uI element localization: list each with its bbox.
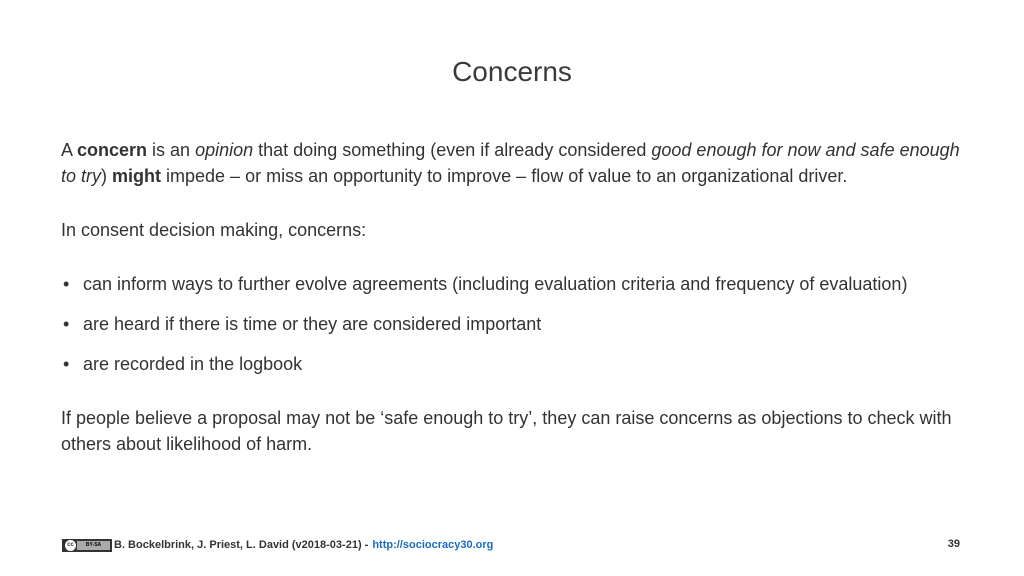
license-badge-text: BY-SA [77, 541, 110, 550]
list-item [61, 351, 961, 377]
footer-link[interactable]: http://sociocracy30.org [372, 539, 494, 551]
list-item-text: can inform ways to further evolve agreements (including evaluation criteria and frequency of evaluation) [83, 274, 908, 294]
list-item [61, 311, 961, 337]
cc-by-sa-icon[interactable] [62, 539, 112, 552]
slide-footer [62, 538, 962, 552]
term-opinion: opinion [195, 140, 254, 160]
intro-text: A [61, 140, 78, 160]
slide-body [61, 137, 961, 457]
term-good-enough: good enough for now and safe enough to try [61, 140, 960, 186]
bullet-icon: • [63, 314, 70, 334]
term-might: might [112, 166, 162, 186]
intro-text: ) [101, 166, 113, 186]
cc-icon: cc [65, 540, 76, 551]
intro-paragraph [61, 137, 961, 189]
bullet-icon: • [63, 354, 70, 374]
intro-text: is an [147, 140, 196, 160]
intro-text: that doing something (even if already considered [253, 140, 652, 160]
list-item [61, 271, 961, 297]
intro-text: impede – or miss an opportunity to improve – flow of value to an organizational driver. [161, 166, 848, 186]
list-item-text: are heard if there is time or they are considered important [83, 314, 542, 334]
term-concern: concern [77, 140, 148, 160]
footer-authors: B. Bockelbrink, J. Priest, L. David (v2018-03-21) - [114, 539, 369, 551]
bullet-icon: • [63, 274, 70, 294]
slide-title: Concerns [452, 56, 572, 87]
page-number: 39 [947, 538, 960, 550]
closing-paragraph: If people believe a proposal may not be ‘safe enough to try’, they can raise concerns as objections to check with others about likelihood of harm. [61, 408, 952, 454]
concerns-list [61, 271, 961, 377]
list-item-text: are recorded in the logbook [83, 354, 303, 374]
lead-paragraph: In consent decision making, concerns: [61, 220, 367, 240]
